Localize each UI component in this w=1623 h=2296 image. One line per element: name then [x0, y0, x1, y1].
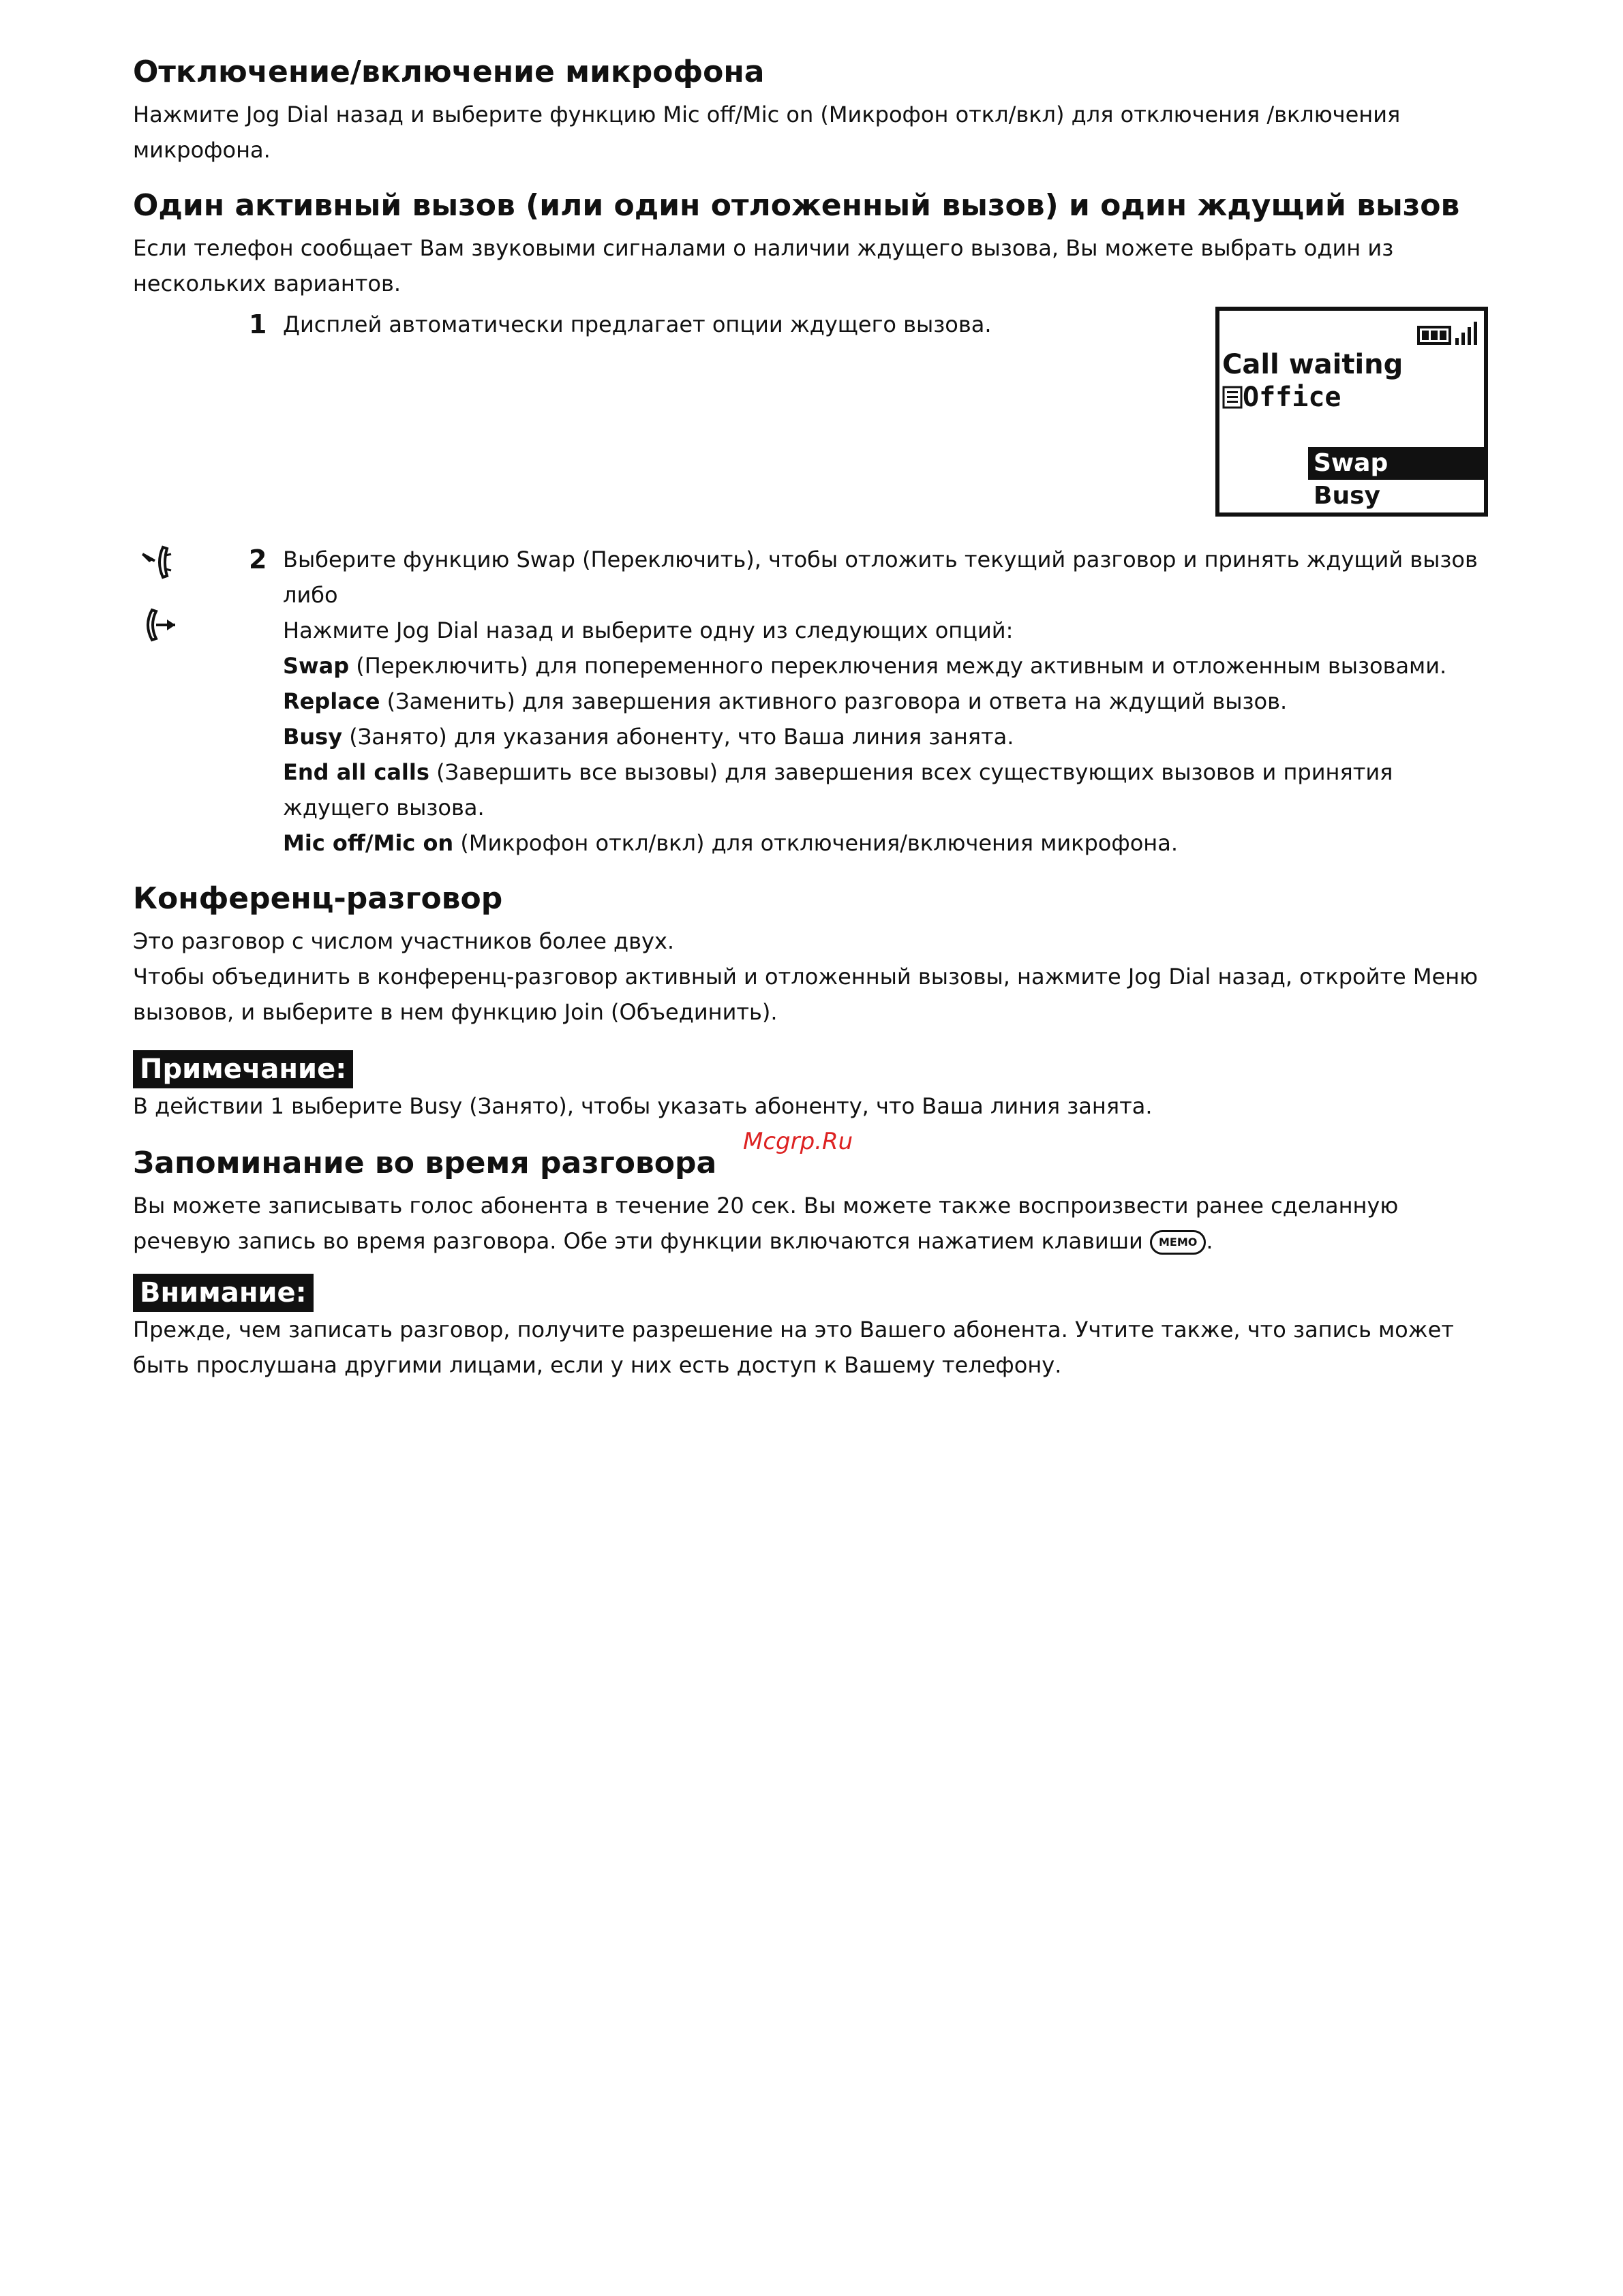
- option-name: Busy: [283, 724, 343, 750]
- option-desc: (Заменить) для завершения активного разговора и ответа на ждущий вызов.: [380, 688, 1288, 714]
- option-name: Replace: [283, 688, 380, 714]
- option-desc: (Занято) для указания абоненту, что Ваша линия занята.: [342, 724, 1014, 750]
- conference-heading: Конференц-разговор: [133, 881, 503, 916]
- option-name: End all calls: [283, 759, 429, 785]
- option-mic: [283, 825, 1489, 861]
- option-desc: (Завершить все вызовы) для завершения всех существующих вызовов и принятия ждущего вызова.: [283, 759, 1393, 821]
- option-name: Mic off/Mic on: [283, 830, 454, 856]
- note-text: В действии 1 выберите Busy (Занято), чтобы указать абоненту, что Ваша линия занята.: [133, 1093, 1153, 1119]
- caller-name: Office: [1243, 382, 1341, 413]
- watermark: Mcgrp.Ru: [743, 1128, 853, 1155]
- menu-item-swap[interactable]: Swap: [1308, 447, 1484, 480]
- step-2-text: Выберите функцию Swap (Переключить), чтобы отложить текущий разговор и принять ждущий вызов либо: [283, 547, 1478, 608]
- option-desc: (Переключить) для попеременного переключения между активным и отложенным вызовами.: [349, 653, 1447, 679]
- step-1-text: Дисплей автоматически предлагает опции ждущего вызова.: [283, 311, 992, 337]
- display-caller: [1222, 382, 1341, 413]
- step-2-alt: Нажмите Jog Dial назад и выберите одну из следующих опций:: [283, 617, 1014, 643]
- contact-card-icon: [1222, 386, 1243, 409]
- mic-text: Нажмите Jog Dial назад и выберите функцию Mic off/Mic on (Микрофон откл/вкл) для отключения /включения микрофона.: [133, 102, 1401, 163]
- waiting-heading: Один активный вызов (или один отложенный вызов) и один ждущий вызов: [133, 188, 1460, 223]
- option-replace: [283, 684, 1489, 719]
- option-name: Swap: [283, 653, 350, 679]
- step-number: 2: [249, 545, 267, 575]
- conference-line-1: Это разговор с числом участников более двух.: [133, 928, 675, 954]
- memo-body: Вы можете записывать голос абонента в течение 20 сек. Вы можете также воспроизвести ранее сделанную речевую запись во время разговора. Обе эти функции включаются нажатием клавиши: [133, 1193, 1399, 1254]
- document-page: [133, 48, 1489, 1383]
- memo-key-icon: MEMO: [1150, 1230, 1206, 1255]
- phone-call-icon: [140, 542, 181, 583]
- conference-line-2: Чтобы объединить в конференц-разговор активный и отложенный вызовы, нажмите Jog Dial назад, откройте Меню вызовов, и выберите в нем функцию Join (Объединить).: [133, 964, 1478, 1025]
- step-1: [133, 307, 1489, 542]
- menu-item-busy[interactable]: Busy: [1314, 482, 1380, 510]
- battery-icon: [1417, 326, 1451, 345]
- memo-end: .: [1206, 1228, 1213, 1254]
- memo-heading: Запоминание во время разговора: [133, 1146, 717, 1180]
- waiting-intro: Если телефон сообщает Вам звуковыми сигналами о наличии ждущего вызова, Вы можете выбрать один из нескольких вариантов.: [133, 235, 1394, 296]
- option-end-all-calls: [283, 754, 1489, 825]
- warning-label: Внимание:: [133, 1274, 314, 1312]
- warning-text: Прежде, чем записать разговор, получите разрешение на это Вашего абонента. Учтите также, что запись может быть прослушана другими лицами, если у них есть доступ к Вашему телефону.: [133, 1317, 1454, 1378]
- memo-text: [133, 1188, 1489, 1259]
- option-busy: [283, 719, 1489, 754]
- step-number: 1: [249, 309, 267, 339]
- option-desc: (Микрофон откл/вкл) для отключения/включения микрофона.: [453, 830, 1178, 856]
- phone-display: [1215, 307, 1488, 517]
- signal-icon: [1455, 318, 1477, 345]
- status-bar: [1417, 318, 1477, 345]
- step-2: [133, 542, 1489, 861]
- note-label: Примечание:: [133, 1050, 353, 1088]
- option-swap: [283, 648, 1489, 684]
- jog-dial-back-icon: [140, 604, 181, 645]
- display-title: Call waiting: [1222, 349, 1404, 380]
- mic-heading: Отключение/включение микрофона: [133, 55, 765, 89]
